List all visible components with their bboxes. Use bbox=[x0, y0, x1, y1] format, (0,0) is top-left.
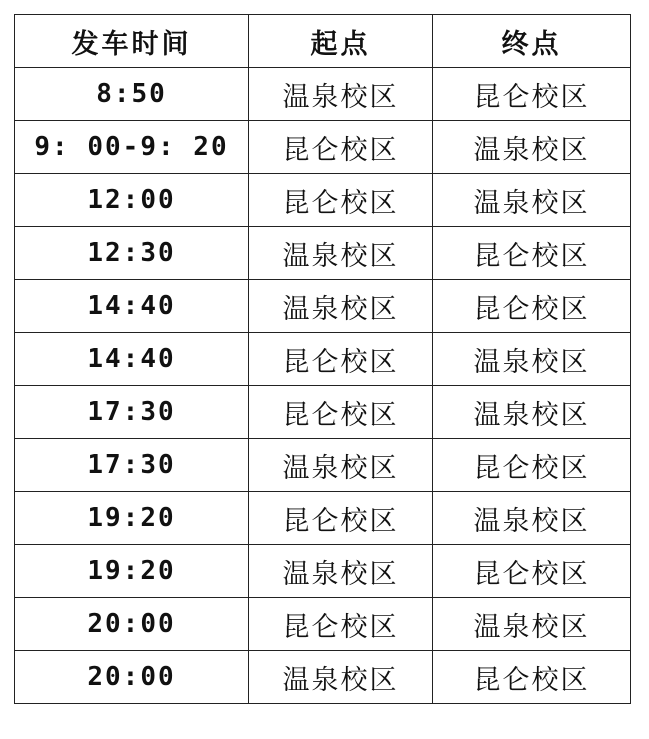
destination-cell: 温泉校区 bbox=[433, 598, 631, 651]
table-row bbox=[15, 492, 631, 545]
departure-time-cell: 8:50 bbox=[15, 68, 249, 121]
header-departure-time: 发车时间 bbox=[15, 15, 249, 68]
departure-time-cell: 12:00 bbox=[15, 174, 249, 227]
destination-cell: 温泉校区 bbox=[433, 174, 631, 227]
header-destination: 终点 bbox=[433, 15, 631, 68]
origin-cell: 温泉校区 bbox=[249, 227, 433, 280]
origin-cell: 昆仑校区 bbox=[249, 386, 433, 439]
table-row bbox=[15, 121, 631, 174]
destination-cell: 温泉校区 bbox=[433, 333, 631, 386]
table-row bbox=[15, 545, 631, 598]
origin-cell: 温泉校区 bbox=[249, 280, 433, 333]
table-row bbox=[15, 439, 631, 492]
departure-time-cell: 17:30 bbox=[15, 439, 249, 492]
table-row bbox=[15, 386, 631, 439]
table-row bbox=[15, 598, 631, 651]
table-row bbox=[15, 651, 631, 704]
header-origin: 起点 bbox=[249, 15, 433, 68]
departure-time-cell: 14:40 bbox=[15, 333, 249, 386]
header-row bbox=[15, 15, 631, 68]
destination-cell: 昆仑校区 bbox=[433, 651, 631, 704]
table-row bbox=[15, 227, 631, 280]
departure-time-cell: 20:00 bbox=[15, 598, 249, 651]
origin-cell: 昆仑校区 bbox=[249, 121, 433, 174]
departure-time-cell: 9: 00-9: 20 bbox=[15, 121, 249, 174]
bus-schedule-table bbox=[14, 14, 631, 704]
table-row bbox=[15, 280, 631, 333]
departure-time-cell: 17:30 bbox=[15, 386, 249, 439]
origin-cell: 温泉校区 bbox=[249, 68, 433, 121]
destination-cell: 昆仑校区 bbox=[433, 439, 631, 492]
departure-time-cell: 19:20 bbox=[15, 545, 249, 598]
destination-cell: 昆仑校区 bbox=[433, 227, 631, 280]
origin-cell: 温泉校区 bbox=[249, 439, 433, 492]
origin-cell: 昆仑校区 bbox=[249, 174, 433, 227]
destination-cell: 温泉校区 bbox=[433, 386, 631, 439]
origin-cell: 昆仑校区 bbox=[249, 598, 433, 651]
table-row bbox=[15, 333, 631, 386]
destination-cell: 昆仑校区 bbox=[433, 280, 631, 333]
table-row bbox=[15, 174, 631, 227]
destination-cell: 温泉校区 bbox=[433, 121, 631, 174]
departure-time-cell: 12:30 bbox=[15, 227, 249, 280]
origin-cell: 温泉校区 bbox=[249, 545, 433, 598]
origin-cell: 昆仑校区 bbox=[249, 492, 433, 545]
departure-time-cell: 14:40 bbox=[15, 280, 249, 333]
departure-time-cell: 20:00 bbox=[15, 651, 249, 704]
destination-cell: 昆仑校区 bbox=[433, 68, 631, 121]
origin-cell: 昆仑校区 bbox=[249, 333, 433, 386]
origin-cell: 温泉校区 bbox=[249, 651, 433, 704]
destination-cell: 昆仑校区 bbox=[433, 545, 631, 598]
table-row bbox=[15, 68, 631, 121]
destination-cell: 温泉校区 bbox=[433, 492, 631, 545]
departure-time-cell: 19:20 bbox=[15, 492, 249, 545]
